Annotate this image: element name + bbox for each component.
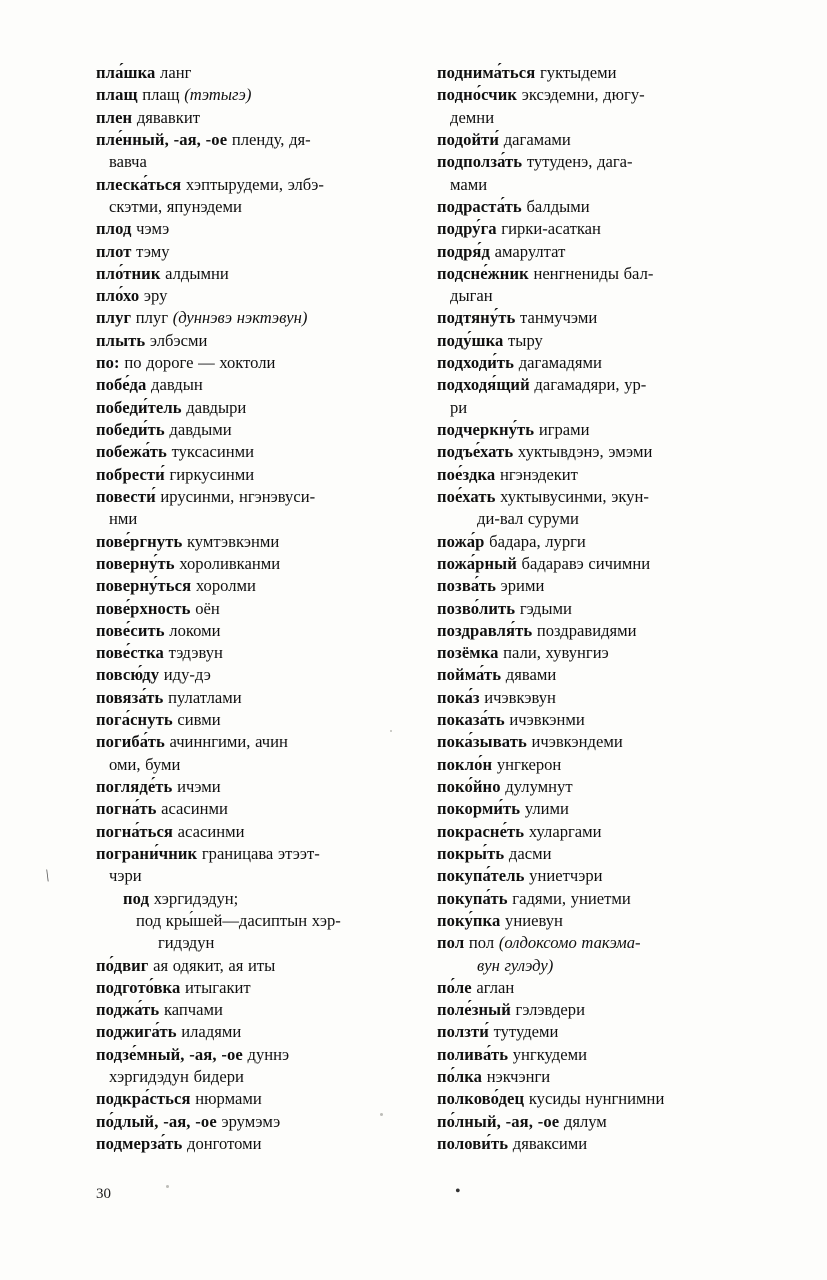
dictionary-entry xyxy=(437,776,756,798)
entry-headword: пойма́ть xyxy=(437,665,502,685)
entry-translation: ри xyxy=(450,397,468,417)
entry-translation: плащ xyxy=(142,85,180,105)
entry-translation: хэргидэдун; xyxy=(153,888,239,908)
entry-translation: чэри xyxy=(109,866,142,886)
entry-headword: подкра́сться xyxy=(96,1089,191,1109)
entry-translation: чэмэ xyxy=(136,219,170,239)
entry-translation: дагамами xyxy=(503,129,571,149)
scan-speck xyxy=(390,730,392,732)
entry-translation: тутуденэ, дага- xyxy=(526,152,633,172)
dictionary-entry-continuation xyxy=(96,1066,415,1088)
entry-translation: дасми xyxy=(508,843,552,863)
margin-mark: \ xyxy=(43,865,52,886)
entry-translation: гэдыми xyxy=(519,598,572,618)
entry-headword: ползти́ xyxy=(437,1022,489,1042)
entry-translation: асасинми xyxy=(177,821,245,841)
entry-headword: подраста́ть xyxy=(437,196,522,216)
dictionary-entry xyxy=(437,910,756,932)
entry-headword: пока́з xyxy=(437,687,480,707)
dictionary-entry xyxy=(96,397,415,419)
entry-translation: ирусинми, нгэнэвуси- xyxy=(160,486,316,506)
scan-speck xyxy=(166,1185,169,1188)
dictionary-entry xyxy=(96,307,415,329)
entry-translation: ичэвкэвун xyxy=(484,687,556,707)
dictionary-entry xyxy=(437,464,756,486)
entry-headword: пожа́р xyxy=(437,531,485,551)
entry-headword: подполза́ть xyxy=(437,152,523,172)
dictionary-entry xyxy=(96,374,415,396)
dictionary-entry xyxy=(437,888,756,910)
dictionary-entry xyxy=(437,129,756,151)
dictionary-entry xyxy=(96,174,415,196)
entry-translation: хороливканми xyxy=(179,553,281,573)
entry-translation: плуг xyxy=(135,308,169,328)
entry-translation: ичэми xyxy=(177,777,221,796)
dictionary-entry xyxy=(96,598,415,620)
dictionary-entry xyxy=(437,553,756,575)
dictionary-entry xyxy=(437,664,756,686)
entry-translation: гидэдун xyxy=(158,933,215,953)
entry-headword: подно́счик xyxy=(437,85,518,105)
entry-headword: полови́ть xyxy=(437,1134,509,1153)
dictionary-entry xyxy=(437,575,756,597)
entry-headword: пое́хать xyxy=(437,486,496,506)
entry-translation: хуларгами xyxy=(528,821,602,841)
entry-translation: элбэсми xyxy=(149,330,208,350)
entry-headword: пограни́чник xyxy=(96,843,198,863)
entry-translation: гэлэвдери xyxy=(515,1000,585,1020)
dictionary-entry xyxy=(437,307,756,329)
entry-translation: скэтми, япунэдеми xyxy=(109,196,242,216)
entry-headword: плуг xyxy=(96,308,132,328)
entry-translation: пали, хувунгиэ xyxy=(503,643,609,663)
dictionary-entry xyxy=(437,1066,756,1088)
entry-headword: покорми́ть xyxy=(437,799,521,819)
entry-translation: сивми xyxy=(177,710,221,730)
entry-headword: полива́ть xyxy=(437,1044,509,1064)
dictionary-entry xyxy=(96,1021,415,1043)
entry-translation: нми xyxy=(109,509,138,529)
entry-translation: танмучэми xyxy=(520,308,598,328)
entry-gloss-italic: (дуннэвэ нэктэвун) xyxy=(172,308,308,328)
dictionary-entry xyxy=(437,821,756,843)
entry-headword: по́длый, -ая, -ое xyxy=(96,1111,217,1131)
entry-headword: подходя́щий xyxy=(437,375,530,395)
dictionary-entry xyxy=(96,218,415,240)
entry-translation: униевун xyxy=(505,910,563,930)
entry-translation: нюрмами xyxy=(195,1089,262,1109)
dictionary-entry xyxy=(96,84,415,106)
entry-translation: демни xyxy=(450,107,495,127)
entry-translation: гадями, униетми xyxy=(512,888,631,908)
entry-translation: бадара, лурги xyxy=(489,531,586,551)
page-number: 30 xyxy=(96,1186,111,1202)
dictionary-entry xyxy=(437,263,756,285)
dictionary-entry-continuation xyxy=(437,107,756,129)
entry-translation: улими xyxy=(524,799,569,819)
entry-headword: погна́ться xyxy=(96,821,173,841)
entry-headword: подря́д xyxy=(437,241,490,261)
entry-headword: подгото́вка xyxy=(96,977,181,997)
entry-headword: повяза́ть xyxy=(96,687,164,707)
dictionary-entry xyxy=(437,798,756,820)
entry-gloss-italic: вун гулэду) xyxy=(477,955,554,975)
entry-translation: хоролми xyxy=(195,576,256,596)
entry-headword: подсне́жник xyxy=(437,263,529,283)
entry-headword: поджига́ть xyxy=(96,1022,177,1042)
dictionary-entry xyxy=(437,218,756,240)
dictionary-entry xyxy=(437,486,756,508)
entry-headword: подзе́мный, -ая, -ое xyxy=(96,1044,243,1064)
entry-translation: хуктывдэнэ, эмэми xyxy=(517,442,653,462)
dictionary-entry xyxy=(96,731,415,753)
dictionary-entry xyxy=(96,486,415,508)
entry-translation: давдын xyxy=(151,375,203,395)
entry-translation: пленду, дя- xyxy=(231,129,311,149)
entry-translation: тэдэвун xyxy=(168,643,223,663)
dictionary-entry xyxy=(437,84,756,106)
entry-headword: плот xyxy=(96,241,132,261)
entry-headword: повести́ xyxy=(96,486,156,506)
right-column xyxy=(437,62,756,1155)
dictionary-entry-continuation xyxy=(437,397,756,419)
dictionary-entry-continuation xyxy=(96,508,415,530)
entry-headword: поку́пка xyxy=(437,910,501,930)
dictionary-entry-continuation xyxy=(96,865,415,887)
dictionary-entry xyxy=(96,263,415,285)
entry-translation: дяваксими xyxy=(512,1134,588,1153)
entry-translation: мами xyxy=(450,174,488,194)
entry-translation: локоми xyxy=(169,620,221,640)
dictionary-entry xyxy=(437,151,756,173)
dictionary-entry xyxy=(96,129,415,151)
dictionary-entry xyxy=(96,821,415,843)
entry-headword: покло́н xyxy=(437,754,493,774)
entry-translation: дыган xyxy=(450,286,493,306)
entry-headword: поверну́ть xyxy=(96,553,175,573)
entry-translation: асасинми xyxy=(161,799,228,819)
entry-headword: позёмка xyxy=(437,643,499,663)
dictionary-entry xyxy=(96,107,415,129)
entry-translation: оми, буми xyxy=(109,754,181,774)
dictionary-entry xyxy=(96,553,415,575)
entry-translation: донготоми xyxy=(187,1134,262,1153)
entry-headword: пое́здка xyxy=(437,464,496,484)
entry-headword: под xyxy=(123,888,150,908)
entry-headword: пове́рхность xyxy=(96,598,191,618)
entry-headword: подру́га xyxy=(437,219,497,239)
dictionary-entry-continuation xyxy=(437,285,756,307)
dictionary-entry xyxy=(96,285,415,307)
dictionary-entry xyxy=(96,464,415,486)
dictionary-entry xyxy=(437,999,756,1021)
entry-headword: пога́снуть xyxy=(96,710,173,730)
entry-headword: поле́зный xyxy=(437,1000,511,1020)
dictionary-entry xyxy=(437,241,756,263)
entry-headword: по: xyxy=(96,353,120,373)
dictionary-entry xyxy=(437,843,756,865)
dictionary-entry-continuation xyxy=(96,932,415,954)
entry-headword: поднима́ться xyxy=(437,63,536,82)
dictionary-entry xyxy=(437,709,756,731)
dictionary-entry xyxy=(437,977,756,999)
entry-headword: пока́зывать xyxy=(437,732,527,752)
dictionary-entry xyxy=(96,441,415,463)
entry-translation: пол xyxy=(468,933,495,953)
entry-translation: унгкерон xyxy=(496,754,562,774)
entry-translation: капчами xyxy=(163,1000,223,1020)
entry-translation: аглан xyxy=(476,977,515,997)
entry-headword: побе́да xyxy=(96,375,147,395)
entry-headword: по́лка xyxy=(437,1067,483,1087)
entry-headword: позва́ть xyxy=(437,576,496,596)
entry-translation: кумтэвкэнми xyxy=(186,531,280,551)
entry-translation: ачиннгими, ачин xyxy=(169,732,288,752)
entry-translation: оён xyxy=(195,598,220,618)
entry-gloss-italic: (тэтыгэ) xyxy=(184,85,252,105)
entry-headword: поду́шка xyxy=(437,330,504,350)
entry-headword: поздравля́ть xyxy=(437,620,533,640)
dictionary-entry xyxy=(437,687,756,709)
entry-translation: играми xyxy=(538,420,590,439)
entry-headword: покрасне́ть xyxy=(437,821,525,841)
entry-translation: кусиды нунгнимни xyxy=(528,1089,665,1109)
entry-translation: унгкудеми xyxy=(512,1044,587,1064)
dictionary-entry xyxy=(96,798,415,820)
entry-translation: пулатлами xyxy=(168,687,242,707)
entry-translation: под кры́шей—дасиптын хэр- xyxy=(136,910,341,930)
dictionary-entry xyxy=(96,1088,415,1110)
page-columns xyxy=(96,62,756,1155)
entry-translation: амарултат xyxy=(494,241,566,261)
entry-headword: побежа́ть xyxy=(96,442,167,462)
entry-headword: пло́тник xyxy=(96,263,161,283)
left-column xyxy=(96,62,415,1155)
entry-translation: ди-вал суруми xyxy=(477,509,579,529)
entry-translation: дявами xyxy=(505,665,557,685)
entry-headword: покупа́тель xyxy=(437,866,525,886)
entry-translation: балдыми xyxy=(526,196,590,216)
entry-translation: тэму xyxy=(136,241,170,261)
dictionary-entry xyxy=(437,1133,756,1155)
entry-headword: по́двиг xyxy=(96,955,149,975)
entry-translation: хэптырудеми, элбэ- xyxy=(185,174,324,194)
entry-headword: плен xyxy=(96,107,133,127)
dictionary-entry xyxy=(437,1021,756,1043)
entry-translation: эксэдемни, дюгу- xyxy=(521,85,645,105)
dictionary-entry xyxy=(96,419,415,441)
entry-headword: плеска́ться xyxy=(96,174,182,194)
entry-headword: плод xyxy=(96,219,132,239)
entry-translation: вавча xyxy=(109,152,147,172)
entry-headword: пла́шка xyxy=(96,63,156,82)
entry-headword: пло́хо xyxy=(96,286,140,306)
dictionary-entry xyxy=(96,1111,415,1133)
entry-headword: полково́дец xyxy=(437,1089,525,1109)
dictionary-entry xyxy=(437,352,756,374)
dictionary-entry xyxy=(96,999,415,1021)
entry-headword: подходи́ть xyxy=(437,353,515,373)
entry-headword: по́лный, -ая, -ое xyxy=(437,1111,560,1131)
entry-translation: алдымни xyxy=(165,263,229,283)
scan-speck xyxy=(380,1113,383,1116)
bottom-dot-mark: • xyxy=(455,1183,461,1200)
entry-translation: дялум xyxy=(563,1111,607,1131)
entry-headword: покры́ть xyxy=(437,843,505,863)
entry-translation: иладями xyxy=(181,1022,242,1042)
entry-translation: бадаравэ сичимни xyxy=(521,553,651,573)
entry-translation: дагамадяри, ур- xyxy=(534,375,647,395)
dictionary-entry xyxy=(96,531,415,553)
dictionary-entry xyxy=(437,62,756,84)
entry-translation: эру xyxy=(143,286,168,306)
entry-translation: границава этээт- xyxy=(201,843,320,863)
entry-translation: ланг xyxy=(160,63,192,82)
entry-headword: пол xyxy=(437,933,465,953)
dictionary-entry xyxy=(437,531,756,553)
dictionary-entry-continuation xyxy=(96,754,415,776)
dictionary-entry xyxy=(437,330,756,352)
entry-headword: пове́сить xyxy=(96,620,165,640)
dictionary-entry xyxy=(96,352,415,374)
entry-translation: гиркусинми xyxy=(169,464,255,484)
entry-translation: иду-дэ xyxy=(163,665,211,685)
dictionary-entry xyxy=(96,977,415,999)
entry-headword: погна́ть xyxy=(96,799,157,819)
entry-headword: победи́ть xyxy=(96,420,165,439)
dictionary-entry xyxy=(96,620,415,642)
entry-translation: нэкчэнги xyxy=(486,1067,551,1087)
entry-headword: поверну́ться xyxy=(96,576,192,596)
dictionary-entry-continuation xyxy=(437,508,756,530)
dictionary-entry xyxy=(437,1044,756,1066)
dictionary-entry xyxy=(96,888,415,910)
entry-translation: эрумэмэ xyxy=(221,1111,281,1131)
entry-headword: пожа́рный xyxy=(437,553,517,573)
entry-headword: погляде́ть xyxy=(96,777,173,796)
dictionary-entry xyxy=(96,62,415,84)
dictionary-entry xyxy=(96,330,415,352)
dictionary-entry xyxy=(96,642,415,664)
entry-translation: нгэнэдекит xyxy=(499,464,578,484)
dictionary-entry xyxy=(437,731,756,753)
entry-headword: подчеркну́ть xyxy=(437,420,535,439)
entry-translation: по дороге — хоктоли xyxy=(124,353,276,373)
dictionary-entry xyxy=(437,419,756,441)
dictionary-entry xyxy=(96,776,415,798)
entry-translation: тутудеми xyxy=(493,1022,559,1042)
entry-headword: показа́ть xyxy=(437,710,505,730)
entry-translation: дагамадями xyxy=(518,353,602,373)
entry-translation: давдыри xyxy=(186,397,247,417)
entry-translation: ичэвкэндеми xyxy=(531,732,623,752)
entry-headword: позво́лить xyxy=(437,598,516,618)
dictionary-entry xyxy=(96,1133,415,1155)
entry-translation: итыгакит xyxy=(185,977,251,997)
entry-headword: подмерза́ть xyxy=(96,1134,183,1153)
dictionary-entry xyxy=(437,441,756,463)
dictionary-entry xyxy=(437,932,756,954)
entry-headword: плыть xyxy=(96,330,146,350)
dictionary-entry xyxy=(437,642,756,664)
entry-translation: давдыми xyxy=(169,420,232,439)
dictionary-entry-continuation xyxy=(96,151,415,173)
entry-headword: побрести́ xyxy=(96,464,165,484)
entry-translation: ненгнениды бал- xyxy=(533,263,654,283)
dictionary-entry-continuation xyxy=(96,196,415,218)
dictionary-entry xyxy=(437,374,756,396)
entry-translation: тыру xyxy=(508,330,543,350)
entry-translation: дявавкит xyxy=(136,107,200,127)
entry-headword: плащ xyxy=(96,85,138,105)
dictionary-entry xyxy=(437,620,756,642)
entry-headword: поджа́ть xyxy=(96,1000,160,1020)
dictionary-entry xyxy=(437,598,756,620)
dictionary-entry xyxy=(96,664,415,686)
dictionary-entry xyxy=(96,955,415,977)
entry-headword: покупа́ть xyxy=(437,888,508,908)
dictionary-entry-continuation xyxy=(437,174,756,196)
dictionary-entry xyxy=(437,1111,756,1133)
entry-translation: гуктыдеми xyxy=(539,63,617,82)
entry-headword: победи́тель xyxy=(96,397,182,417)
dictionary-entry xyxy=(96,843,415,865)
entry-translation: униетчэри xyxy=(529,866,603,886)
entry-translation: дулумнут xyxy=(505,777,573,796)
dictionary-entry xyxy=(96,241,415,263)
dictionary-entry xyxy=(437,196,756,218)
dictionary-entry xyxy=(437,865,756,887)
entry-headword: повсю́ду xyxy=(96,665,160,685)
entry-headword: погиба́ть xyxy=(96,732,165,752)
entry-translation: гирки-асаткан xyxy=(501,219,601,239)
dictionary-entry xyxy=(96,687,415,709)
dictionary-entry xyxy=(437,754,756,776)
entry-headword: пле́нный, -ая, -ое xyxy=(96,129,228,149)
dictionary-entry xyxy=(96,1044,415,1066)
entry-translation: хуктывусинми, экун- xyxy=(500,486,649,506)
entry-translation: ая одякит, ая иты xyxy=(153,955,276,975)
entry-headword: подтяну́ть xyxy=(437,308,516,328)
dictionary-entry-continuation xyxy=(437,955,756,977)
dictionary-entry xyxy=(96,709,415,731)
entry-headword: по́ле xyxy=(437,977,472,997)
entry-translation: поздравидями xyxy=(536,620,637,640)
entry-translation: туксасинми xyxy=(171,442,255,462)
dictionary-entry-continuation xyxy=(96,910,415,932)
entry-translation: эрими xyxy=(500,576,545,596)
entry-headword: поко́йно xyxy=(437,777,501,796)
entry-translation: хэргидэдун бидери xyxy=(109,1067,244,1087)
entry-headword: пове́стка xyxy=(96,643,164,663)
entry-headword: подъе́хать xyxy=(437,442,514,462)
entry-headword: пове́ргнуть xyxy=(96,531,183,551)
entry-headword: подойти́ xyxy=(437,129,500,149)
entry-gloss-italic: (олдоксомо такэма- xyxy=(498,933,641,953)
dictionary-entry xyxy=(437,1088,756,1110)
dictionary-entry xyxy=(96,575,415,597)
entry-translation: дуннэ xyxy=(247,1044,290,1064)
entry-translation: ичэвкэнми xyxy=(509,710,585,730)
